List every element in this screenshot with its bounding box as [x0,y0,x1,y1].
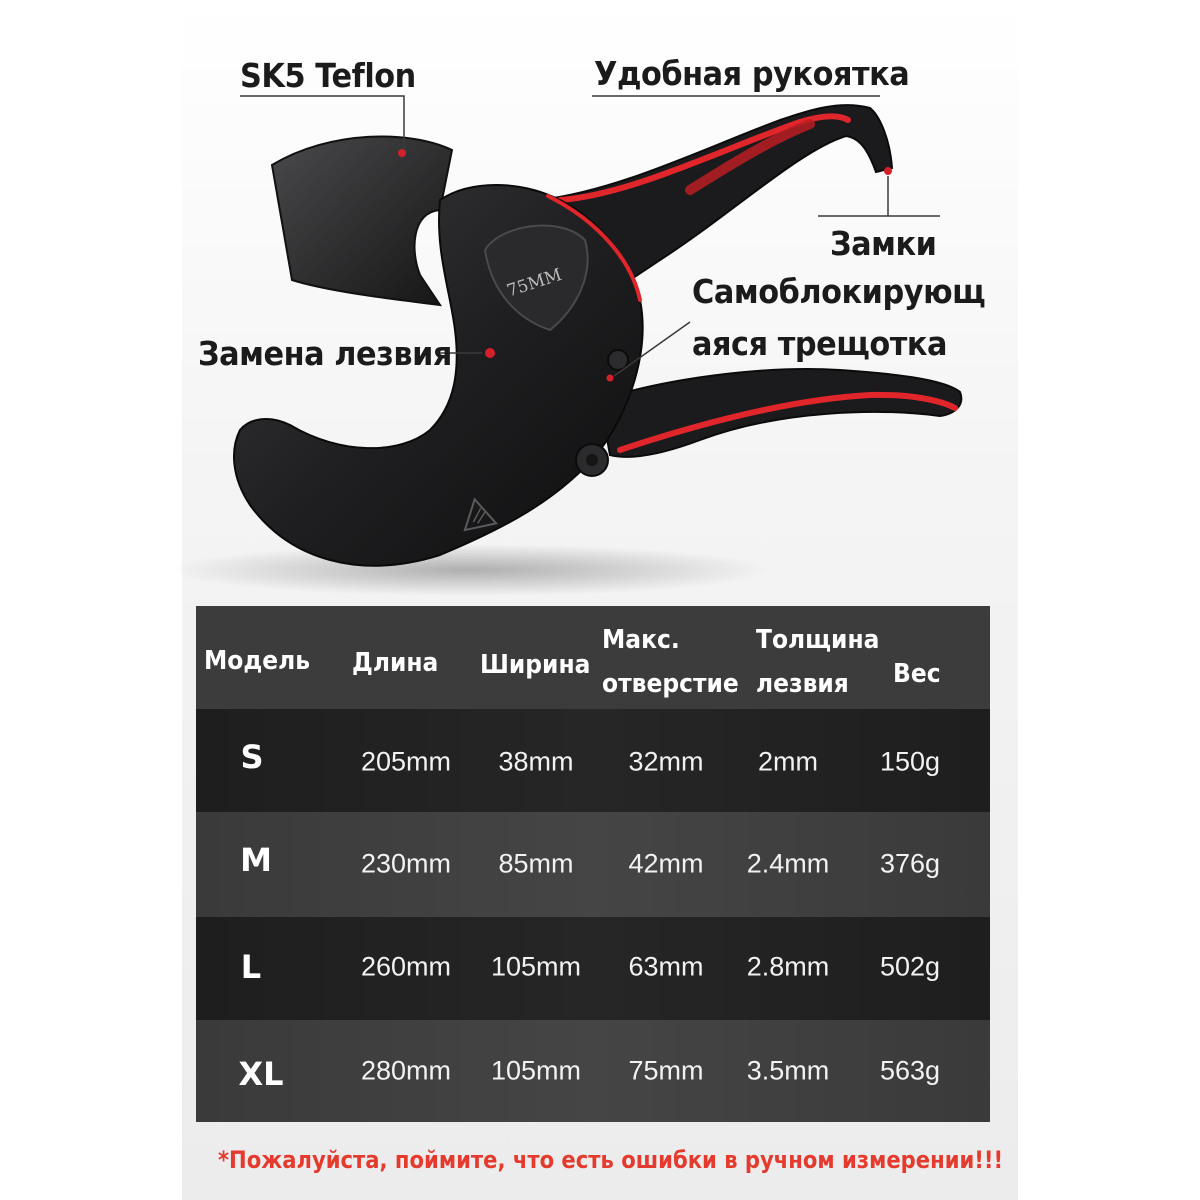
header-model: Модель [204,646,311,676]
cell-thickness: 2.8mm [746,951,830,982]
upper-blade [272,136,452,305]
replace-marker [485,348,495,358]
spec-table [196,606,990,1122]
cell-length: 205mm [360,746,452,777]
cell-model: XL [238,1055,284,1093]
table-row [196,812,990,917]
size-badge-label: 75MM [504,265,565,302]
cell-width: 105mm [490,951,582,982]
lock-marker [884,167,892,175]
cell-length: 280mm [360,1055,452,1086]
lower-handle [600,369,961,457]
cell-width: 105mm [490,1055,582,1086]
table-row [196,1020,990,1122]
header-blade-thickness: Толщина лезвия [756,625,880,699]
table-row [196,709,990,812]
cell-width: 85mm [498,848,574,879]
table-header-row [196,606,990,709]
cell-model: S [240,738,264,776]
header-max-opening: Макс. отверстие [602,625,739,699]
callout-comfortable-handle: Удобная рукоятка [594,54,910,93]
callout-ratchet-line2: аяся трещотка [692,324,948,363]
cell-thickness: 3.5mm [746,1055,830,1086]
cell-length: 230mm [360,848,452,879]
cell-opening: 63mm [628,951,704,982]
cell-opening: 75mm [628,1055,704,1086]
cell-opening: 32mm [628,746,704,777]
shadow [170,544,770,596]
ratchet-marker [607,375,614,382]
cell-thickness: 2mm [758,746,818,777]
cell-model: L [240,948,262,986]
cell-width: 38mm [498,746,574,777]
cell-weight: 563g [879,1055,941,1086]
cell-weight: 502g [879,951,941,982]
callout-ratchet-line1: Самоблокирующ [692,272,986,311]
ratchet-pin [608,350,628,370]
cell-weight: 150g [879,746,941,777]
cell-weight: 376g [879,848,941,879]
pivot-screw-center [586,454,598,466]
blade-marker [398,149,406,157]
header-width: Ширина [480,650,591,680]
measurement-disclaimer: *Пожалуйста, поймите, что есть ошибки в ручном измерении!!! [218,1146,1004,1174]
header-weight: Вес [893,659,941,689]
table-row [196,917,990,1020]
cell-thickness: 2.4mm [746,848,830,879]
callout-locks: Замки [830,224,937,263]
cell-length: 260mm [360,951,452,982]
cell-model: M [240,841,272,879]
header-length: Длина [352,648,439,678]
callout-blade-material: SK5 Teflon [240,56,416,95]
callout-blade-replacement: Замена лезвия [198,334,452,373]
cell-opening: 42mm [628,848,704,879]
